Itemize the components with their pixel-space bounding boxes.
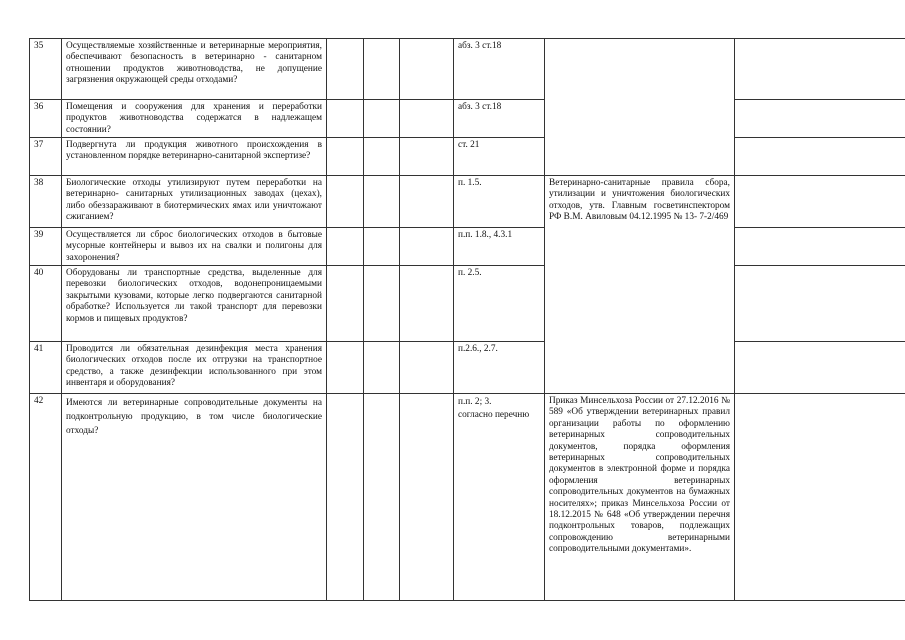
table-row bbox=[30, 39, 905, 100]
table-row bbox=[30, 394, 905, 601]
answer-cell-no bbox=[364, 176, 400, 228]
notes-cell bbox=[735, 176, 905, 228]
answer-cell-na bbox=[400, 342, 454, 394]
table-row bbox=[30, 138, 905, 176]
notes-cell bbox=[735, 39, 905, 100]
answer-cell-yes bbox=[327, 100, 364, 138]
row-number: 40 bbox=[30, 266, 62, 342]
table-row bbox=[30, 228, 905, 266]
row-question: Осуществляемые хозяйственные и ветеринарные мероприятия, обеспечивают безопасность в ветеринарно - санитарном отношении продуктов животноводства, не допущение загрязнения окружающей среды отходами? bbox=[62, 39, 327, 100]
row-number: 35 bbox=[30, 39, 62, 100]
row-number: 42 bbox=[30, 394, 62, 601]
answer-cell-yes bbox=[327, 342, 364, 394]
answer-cell-yes bbox=[327, 228, 364, 266]
row-question: Имеются ли ветеринарные сопроводительные документы на подконтрольную продукцию, в том числе биологические отходы? bbox=[62, 394, 327, 601]
answer-cell-yes bbox=[327, 138, 364, 176]
notes-cell bbox=[735, 100, 905, 138]
row-reference: абз. 3 ст.18 bbox=[454, 39, 545, 100]
answer-cell-no bbox=[364, 100, 400, 138]
table-row bbox=[30, 100, 905, 138]
row-reference: п.п. 2; 3. согласно перечню bbox=[454, 394, 545, 601]
row-question: Оборудованы ли транспортные средства, выделенные для перевозки биологических отходов, водонепроницаемыми закрытыми кузовами, которые легко подвергаются санитарной обработке? Используется ли такой транспорт для перевозки кормов и пищевых продуктов? bbox=[62, 266, 327, 342]
table-row bbox=[30, 266, 905, 342]
row-number: 39 bbox=[30, 228, 62, 266]
row-reference: п.2.6., 2.7. bbox=[454, 342, 545, 394]
checklist-table bbox=[29, 38, 905, 601]
row-question: Биологические отходы утилизируют путем переработки на ветеринарно- санитарных утилизационных заводах (цехах), либо обеззараживают в биотермических ямах или уничтожают сжиганием? bbox=[62, 176, 327, 228]
answer-cell-yes bbox=[327, 176, 364, 228]
answer-cell-no bbox=[364, 228, 400, 266]
answer-cell-na bbox=[400, 228, 454, 266]
vet-rules-document: Ветеринарно-санитарные правила сбора, утилизации и уничтожения биологических отходов, утв. Главным госветинспектором РФ В.М. Авиловым 04.12.1995 № 13- 7-2/469 bbox=[545, 176, 735, 394]
row-number: 37 bbox=[30, 138, 62, 176]
row-reference: ст. 21 bbox=[454, 138, 545, 176]
answer-cell-yes bbox=[327, 394, 364, 601]
row-question: Проводится ли обязательная дезинфекция места хранения биологических отходов после их отгрузки на транспортное средство, а также дезинфекции использованного при этом инвентаря и оборудования? bbox=[62, 342, 327, 394]
answer-cell-no bbox=[364, 266, 400, 342]
notes-cell bbox=[735, 394, 905, 601]
row-number: 38 bbox=[30, 176, 62, 228]
notes-cell bbox=[735, 228, 905, 266]
order-document: Приказ Минсельхоза России от 27.12.2016 № 589 «Об утверждении ветеринарных правил организации работы по оформлению ветеринарных сопроводительных документов, порядка оформления ветеринарных сопроводительных документов в электронной форме и порядка оформления ветеринарных сопроводительных документов на бумажных носителях»; приказ Минсельхоза России от 18.12.2015 № 648 «Об утверждении перечня подконтрольных товаров, подлежащих сопровождению ветеринарными сопроводительными документами». bbox=[545, 394, 735, 601]
row-reference: п.п. 1.8., 4.3.1 bbox=[454, 228, 545, 266]
legal-document-cell bbox=[545, 39, 735, 176]
answer-cell-na bbox=[400, 138, 454, 176]
row-number: 36 bbox=[30, 100, 62, 138]
notes-cell bbox=[735, 266, 905, 342]
row-reference: п. 2.5. bbox=[454, 266, 545, 342]
answer-cell-no bbox=[364, 39, 400, 100]
row-question: Осуществляется ли сброс биологических отходов в бытовые мусорные контейнеры и вывоз их на свалки и полигоны для захоронения? bbox=[62, 228, 327, 266]
row-question: Помещения и сооружения для хранения и переработки продуктов животноводства содержатся в надлежащем состоянии? bbox=[62, 100, 327, 138]
answer-cell-na bbox=[400, 394, 454, 601]
answer-cell-no bbox=[364, 342, 400, 394]
answer-cell-na bbox=[400, 266, 454, 342]
table-row bbox=[30, 176, 905, 228]
row-number: 41 bbox=[30, 342, 62, 394]
answer-cell-yes bbox=[327, 266, 364, 342]
answer-cell-yes bbox=[327, 39, 364, 100]
notes-cell bbox=[735, 138, 905, 176]
answer-cell-na bbox=[400, 176, 454, 228]
answer-cell-no bbox=[364, 394, 400, 601]
table-row bbox=[30, 342, 905, 394]
answer-cell-na bbox=[400, 39, 454, 100]
notes-cell bbox=[735, 342, 905, 394]
answer-cell-na bbox=[400, 100, 454, 138]
row-reference: абз. 3 ст.18 bbox=[454, 100, 545, 138]
answer-cell-no bbox=[364, 138, 400, 176]
row-question: Подвергнута ли продукция животного происхождения в установленном порядке ветеринарно-санитарной экспертизе? bbox=[62, 138, 327, 176]
row-reference: п. 1.5. bbox=[454, 176, 545, 228]
